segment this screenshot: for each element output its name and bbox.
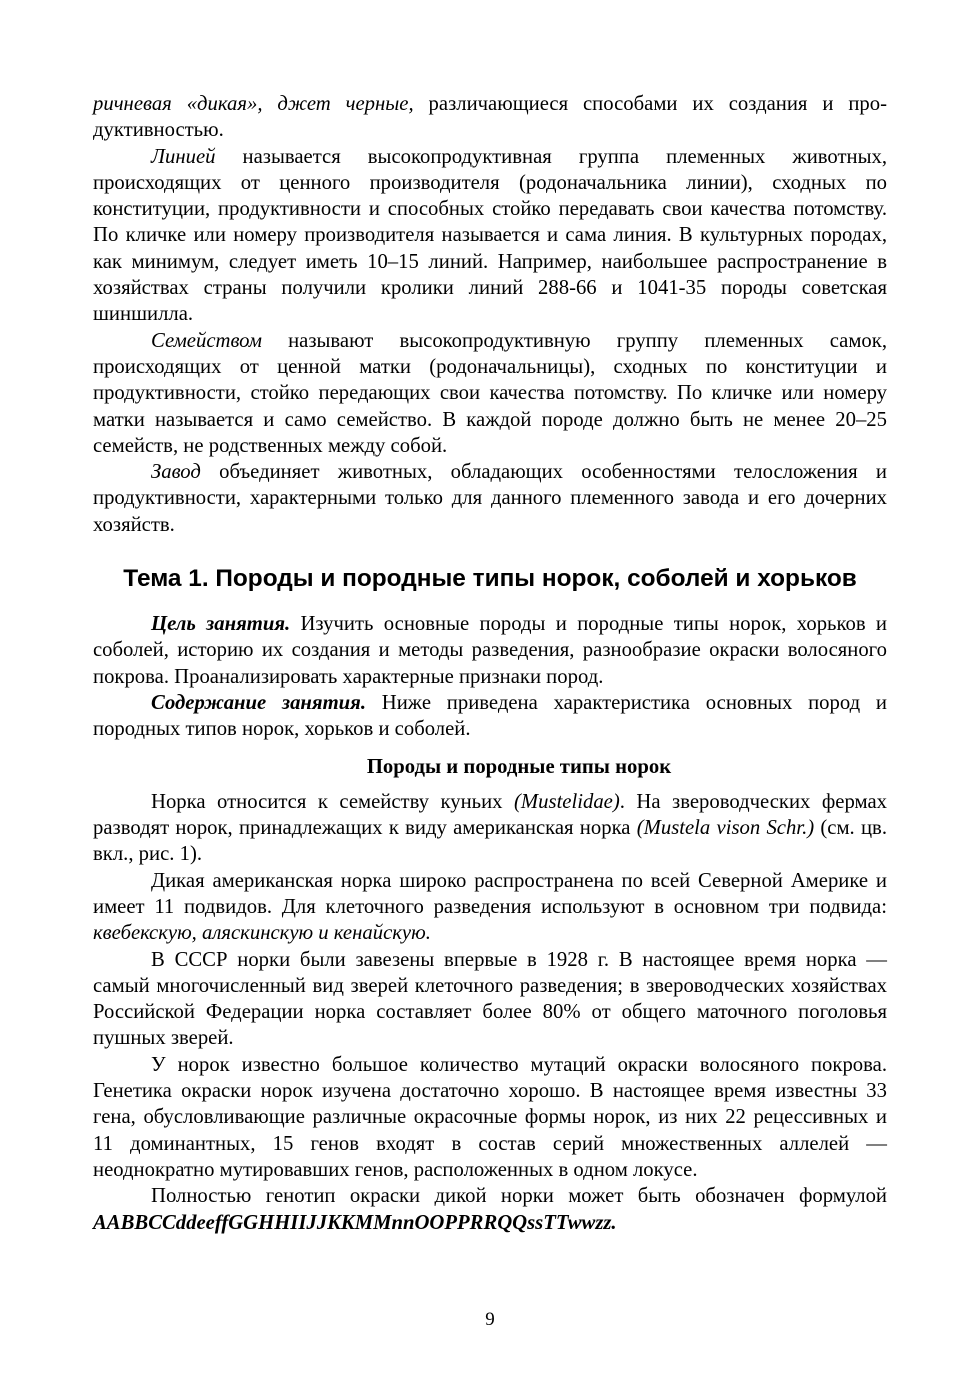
paragraph-text: Изучить основные породы и породные типы норок, хорьков и соболей, историю их создания и методы разведения, разнообразие окраски волосяного покрова. Проанализировать характерные признаки пород.: [93, 613, 887, 688]
paragraph-breeds-continuation: [93, 91, 887, 144]
chapter-title: Тема 1. Породы и породные типы норок, соболей и хорьков: [123, 565, 857, 592]
paragraph-text: Полностью генотип окраски дикой норки может быть обозначен формулой: [151, 1185, 887, 1208]
paragraph-text: называется высокопродуктивная группа племенных животных, происходящих от ценного производителя (родоначальника линии), сходных по конституции, продуктивности и способных стойко передавать свои качества потомству. По кличке или номеру производителя называется и сама линия. В культурных породах, как минимум, следует иметь 10–15 линий. Например, наибольшее распространение в хозяйствах страны получили кролики линий 288-66 и 1041-35 породы советская шиншилла.: [93, 145, 887, 326]
term-plant: Завод: [151, 461, 201, 484]
paragraph-mink-genetics: У норок известно большое количество мутаций окраски волосяного покрова. Генетика окраски норок изучена достаточно хорошо. В настоящее время известны 33 гена, обусловливающие различные окрасочные формы норок, из них 22 рецессивных и 11 доминантных, 15 генов входят в состав серий множественных аллелей — неоднократно мутировавших генов, расположенных в одном локусе.: [93, 1053, 887, 1181]
term-line: Линией: [151, 145, 216, 168]
paragraph-text: Ниже приведена характеристика основных пород и породных типов норок, хорьков и соболей.: [93, 691, 887, 741]
latin-name: (Mustelidae): [514, 790, 620, 813]
paragraph-lesson-content: [93, 690, 887, 743]
latin-name: (Mustela vison Schr.): [636, 817, 815, 840]
paragraph-mink-family: [93, 789, 887, 868]
paragraph-text: называют высокопродуктивную группу племенных самок, происходящих от ценной матки (родоначальницы), сходных по конституции и продуктивности, стойко передающих свои качества потомству. По кличке или номеру матки называется и само семейство. В каждой породе должно быть не менее 20–25 семейств, не родственных между собой.: [93, 329, 887, 457]
italic-breed-names: ричневая «дикая», джет черные,: [93, 93, 414, 115]
paragraph-text: различающиеся способами их создания и продуктивностью.: [93, 93, 887, 142]
paragraph-text: . На звероводческих фермах разводят норок, принадлежащих к виду американская норка: [93, 790, 887, 840]
paragraph-lesson-goal: [93, 611, 887, 690]
lesson-text: [93, 611, 887, 1236]
paragraph-plant-definition: [93, 459, 887, 538]
paragraph-mink-subspecies: [93, 868, 887, 947]
paragraph-mink-ussr: В СССР норки были завезены впервые в 1928 г. В настоящее время норка — самый многочисленный вид зверей клеточного разведения; в звероводческих хозяйствах Российской Федерации норка составляет более 80% от общего маточного поголовья пушных зверей.: [93, 948, 887, 1050]
paragraph-family-definition: [93, 328, 887, 459]
genotype-formula: AABBCCddeeffGGHHIIJJKKMMnnOOPPRRQQssTTwwzz.: [93, 1211, 617, 1234]
term-family: Семейством: [151, 329, 262, 352]
intro-text: [93, 91, 887, 538]
subspecies-names: квебекскую, аляскинскую и кенайскую.: [93, 922, 431, 945]
goal-label: Цель занятия.: [151, 613, 291, 635]
page-number: 9: [485, 1309, 495, 1330]
paragraph-text: Норка относится к семейству куньих: [151, 790, 515, 813]
content-label: Содержание занятия.: [151, 691, 366, 714]
paragraph-text: Дикая американская норка широко распространена по всей Северной Америке и имеет 11 подвидов. Для клеточного разведения используют в основном три подвида:: [93, 869, 887, 918]
section-heading: Породы и породные типы норок: [366, 756, 672, 779]
paragraph-mink-genotype: [93, 1183, 887, 1236]
paragraph-text: (см. цв. вкл., рис. 1).: [93, 817, 887, 866]
paragraph-text: объединяет животных, обладающих особенностями телосложения и продуктивности, характерными только для данного племенного завода и его дочерних хозяйств.: [93, 461, 887, 536]
paragraph-line-definition: [93, 144, 887, 328]
